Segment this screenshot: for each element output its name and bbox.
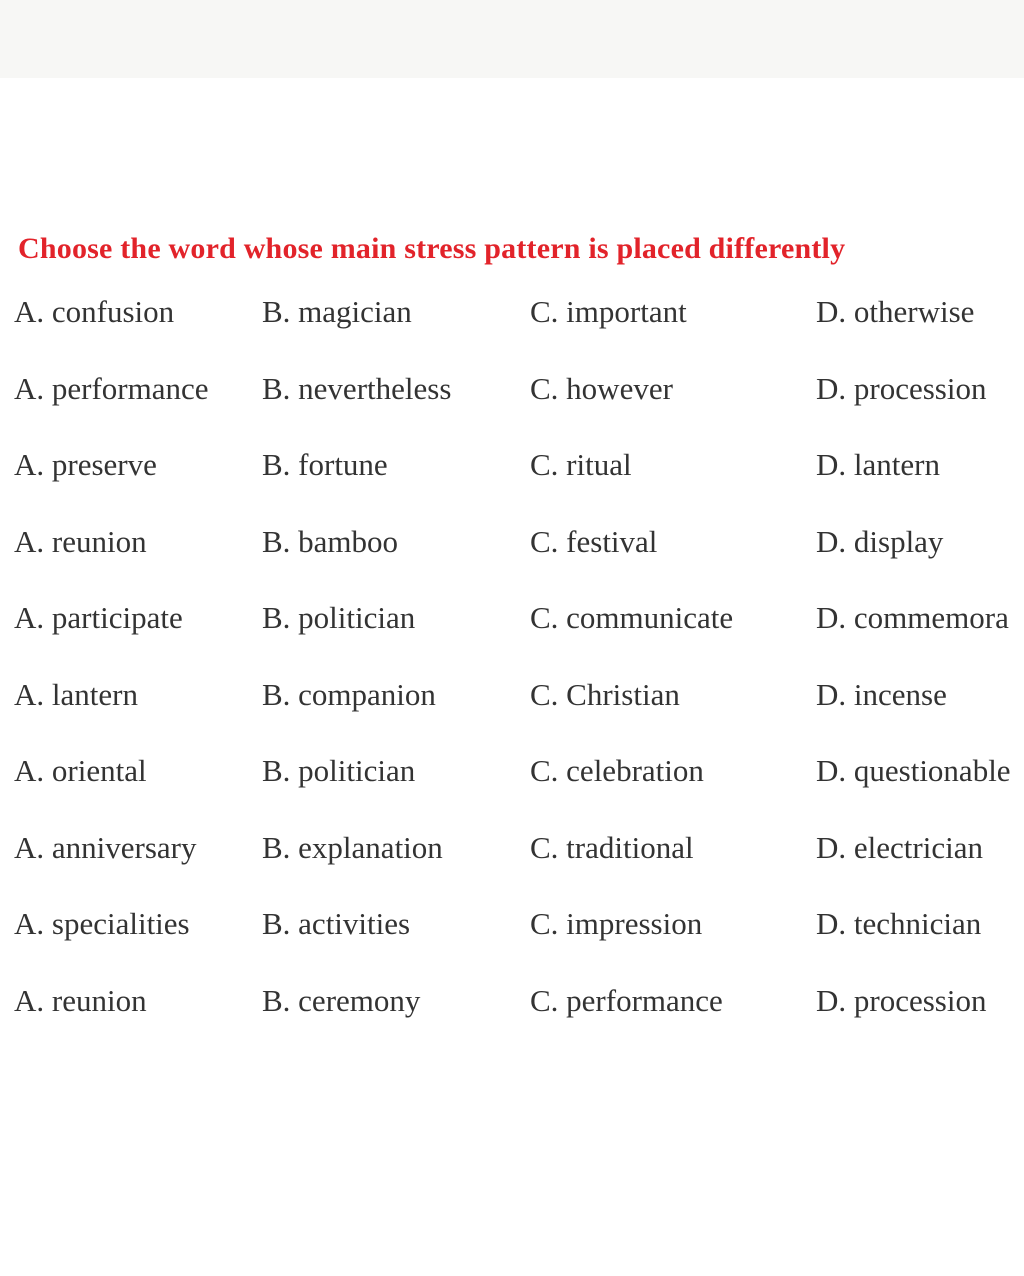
option-b: B. bamboo — [262, 523, 399, 559]
option-b: B. nevertheless — [262, 370, 452, 406]
option-c: C. however — [530, 370, 673, 406]
option-c: C. impression — [530, 906, 703, 941]
question-list — [0, 280, 1024, 1040]
option-c: C. traditional — [530, 829, 694, 865]
option-c: C. communicate — [530, 600, 734, 635]
option-b: B. politician — [262, 753, 416, 788]
question-row-4 — [0, 510, 1024, 587]
option-a: A. reunion — [14, 982, 147, 1018]
question-row-6 — [0, 663, 1024, 740]
question-row-10 — [0, 969, 1024, 1041]
question-row-5 — [0, 586, 1024, 663]
option-d: D. lantern — [816, 447, 940, 482]
question-row-9 — [0, 892, 1024, 969]
option-a: A. reunion — [14, 523, 147, 559]
top-band — [0, 0, 1024, 78]
option-a: A. confusion — [14, 294, 175, 329]
option-a: A. performance — [14, 370, 209, 406]
option-a: A. specialities — [14, 906, 190, 941]
option-a: A. participate — [14, 600, 183, 635]
option-b: B. magician — [262, 294, 412, 329]
option-c: C. festival — [530, 523, 658, 559]
option-c: C. Christian — [530, 676, 680, 712]
question-row-3 — [0, 433, 1024, 510]
option-c: C. performance — [530, 982, 723, 1018]
option-d: D. procession — [816, 982, 987, 1018]
instruction-heading: Choose the word whose main stress pattern is placed differently — [18, 232, 846, 265]
option-d: D. otherwise — [816, 294, 975, 329]
option-c: C. ritual — [530, 447, 632, 482]
option-d: D. electrician — [816, 829, 983, 865]
question-row-1 — [0, 280, 1024, 357]
option-a: A. preserve — [14, 447, 157, 482]
question-row-2 — [0, 357, 1024, 434]
option-b: B. fortune — [262, 447, 388, 482]
question-row-7 — [0, 739, 1024, 816]
option-d: D. technician — [816, 906, 982, 941]
option-b: B. explanation — [262, 829, 443, 865]
option-d: D. questionable — [816, 753, 1011, 788]
option-b: B. politician — [262, 600, 416, 635]
option-d: D. incense — [816, 676, 947, 712]
option-c: C. important — [530, 294, 687, 329]
option-b: B. activities — [262, 906, 411, 941]
option-a: A. anniversary — [14, 829, 197, 865]
option-a: A. oriental — [14, 753, 147, 788]
option-b: B. ceremony — [262, 982, 421, 1018]
option-a: A. lantern — [14, 676, 138, 712]
option-b: B. companion — [262, 676, 436, 712]
question-row-8 — [0, 816, 1024, 893]
option-c: C. celebration — [530, 753, 704, 788]
option-d: D. commemora — [816, 600, 1009, 635]
option-d: D. procession — [816, 370, 987, 406]
option-d: D. display — [816, 523, 944, 559]
